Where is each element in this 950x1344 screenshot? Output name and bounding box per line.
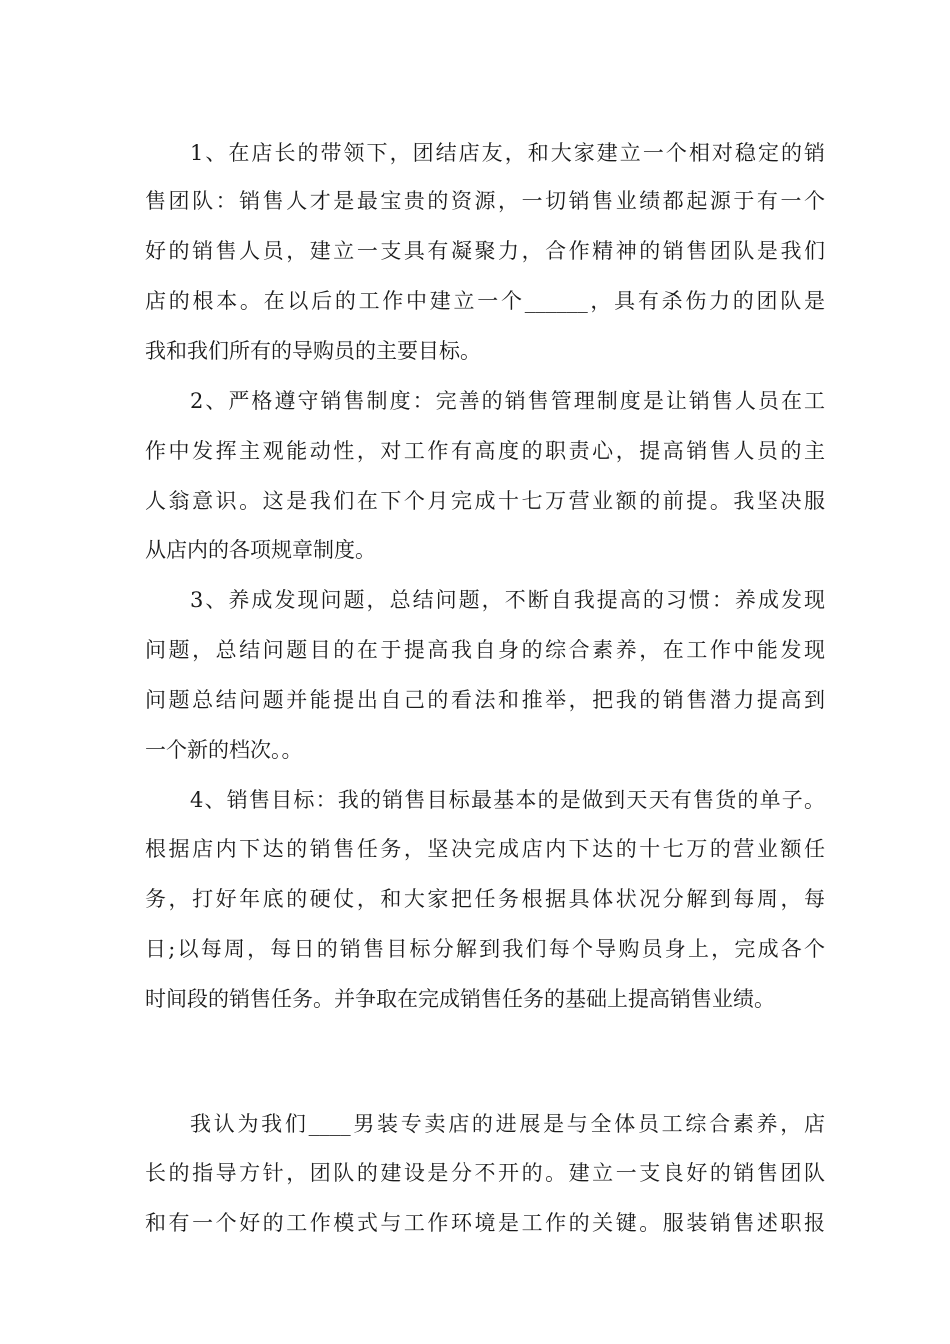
paragraph-4-line-4: 日;以每周，每日的销售目标分解到我们每个导购员身上，完成各个 (145, 937, 825, 961)
paragraph-2-line-3: 人翁意识。这是我们在下个月完成十七万营业额的前提。我坚决服 (145, 489, 825, 513)
paragraph-5-line-3: 和有一个好的工作模式与工作环境是工作的关键。服装销售述职报 (145, 1211, 825, 1235)
paragraph-4-line-2: 根据店内下达的销售任务，坚决完成店内下达的十七万的营业额任 (145, 837, 825, 861)
paragraph-4-line-1: 4、销售目标：我的销售目标最基本的是做到天天有售货的单子。 (190, 788, 825, 812)
paragraph-4-line-3: 务，打好年底的硬仗，和大家把任务根据具体状况分解到每周，每 (145, 887, 825, 911)
paragraph-3-line-2: 问题，总结问题目的在于提高我自身的综合素养，在工作中能发现 (145, 638, 825, 662)
paragraph-1-line-4: 店的根本。在以后的工作中建立一个______，具有杀伤力的团队是 (145, 289, 825, 313)
paragraph-5-line-2: 长的指导方针，团队的建设是分不开的。建立一支良好的销售团队 (145, 1161, 825, 1185)
paragraph-1-line-2: 售团队：销售人才是最宝贵的资源，一切销售业绩都起源于有一个 (145, 189, 825, 213)
paragraph-1-line-3: 好的销售人员，建立一支具有凝聚力，合作精神的销售团队是我们 (145, 239, 825, 263)
paragraph-2-line-4: 从店内的各项规章制度。 (145, 538, 376, 562)
paragraph-3-line-4: 一个新的档次。。 (145, 738, 303, 762)
paragraph-5-line-1: 我认为我们____男装专卖店的进展是与全体员工综合素养，店 (190, 1112, 825, 1136)
paragraph-1-line-1: 1、在店长的带领下，团结店友，和大家建立一个相对稳定的销 (190, 141, 825, 165)
paragraph-4-line-5: 时间段的销售任务。并争取在完成销售任务的基础上提高销售业绩。 (145, 987, 775, 1011)
paragraph-3-line-1: 3、养成发现问题，总结问题，不断自我提高的习惯：养成发现 (190, 588, 825, 612)
paragraph-2-line-1: 2、严格遵守销售制度：完善的销售管理制度是让销售人员在工 (190, 389, 825, 413)
paragraph-1-line-5: 我和我们所有的导购员的主要目标。 (145, 339, 481, 363)
paragraph-3-line-3: 问题总结问题并能提出自己的看法和推举，把我的销售潜力提高到 (145, 688, 825, 712)
paragraph-2-line-2: 作中发挥主观能动性，对工作有高度的职责心，提高销售人员的主 (145, 439, 825, 463)
